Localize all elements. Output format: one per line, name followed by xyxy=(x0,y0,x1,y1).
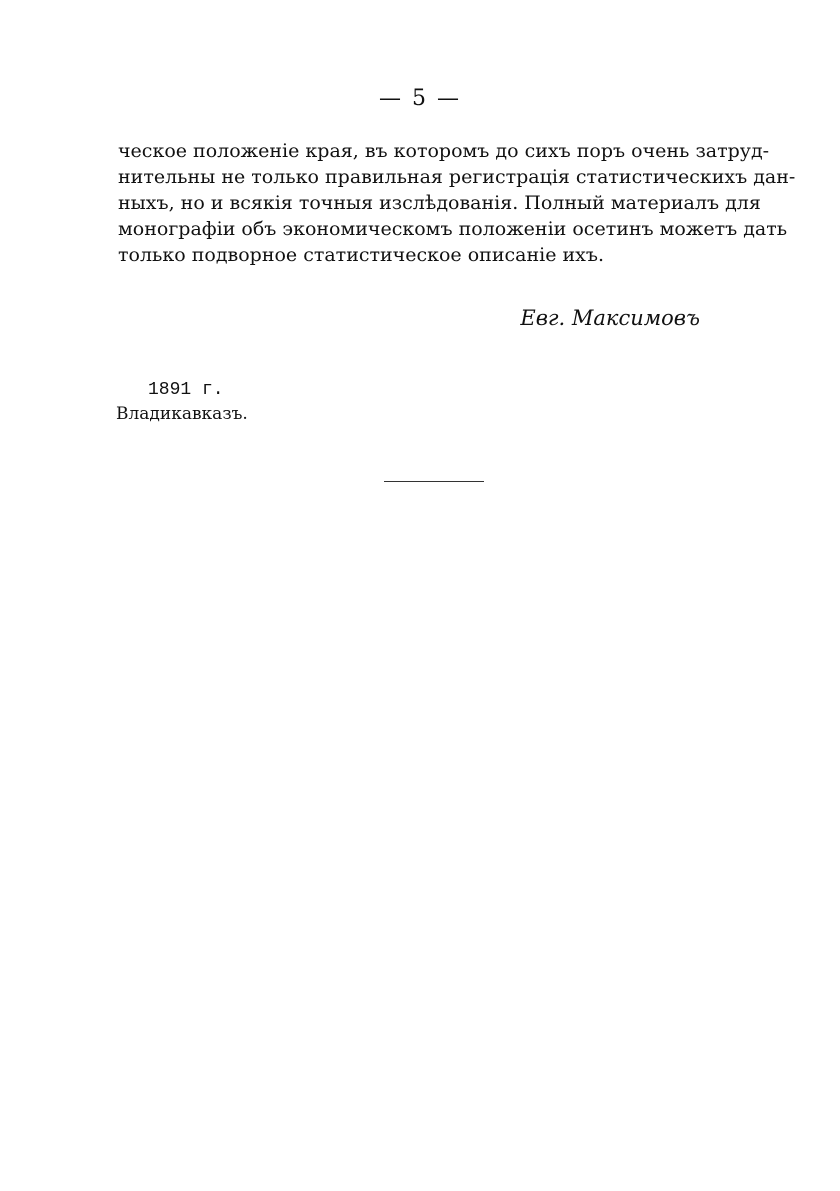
text-line: монографiи объ экономическомъ положенiи осетинъ можетъ дать xyxy=(118,218,788,240)
end-divider xyxy=(384,481,484,482)
text-line: только подворное статистическое описанiе ихъ. xyxy=(118,244,604,266)
text-line: ческое положенiе края, въ которомъ до сихъ поръ очень затруд- xyxy=(118,140,770,162)
author-signature: Евг. Максимовъ xyxy=(520,306,700,330)
page-number: — 5 — xyxy=(379,86,461,111)
text-line: ныхъ, но и всякiя точныя изслѣдованiя. Полный материалъ для xyxy=(118,192,761,214)
body-paragraph xyxy=(118,138,796,268)
date-line: 1891 г. xyxy=(148,380,224,400)
text-line: нительны не только правильная регистрацiя статистическихъ дан- xyxy=(118,166,796,188)
place-line: Владикавказъ. xyxy=(116,404,248,424)
